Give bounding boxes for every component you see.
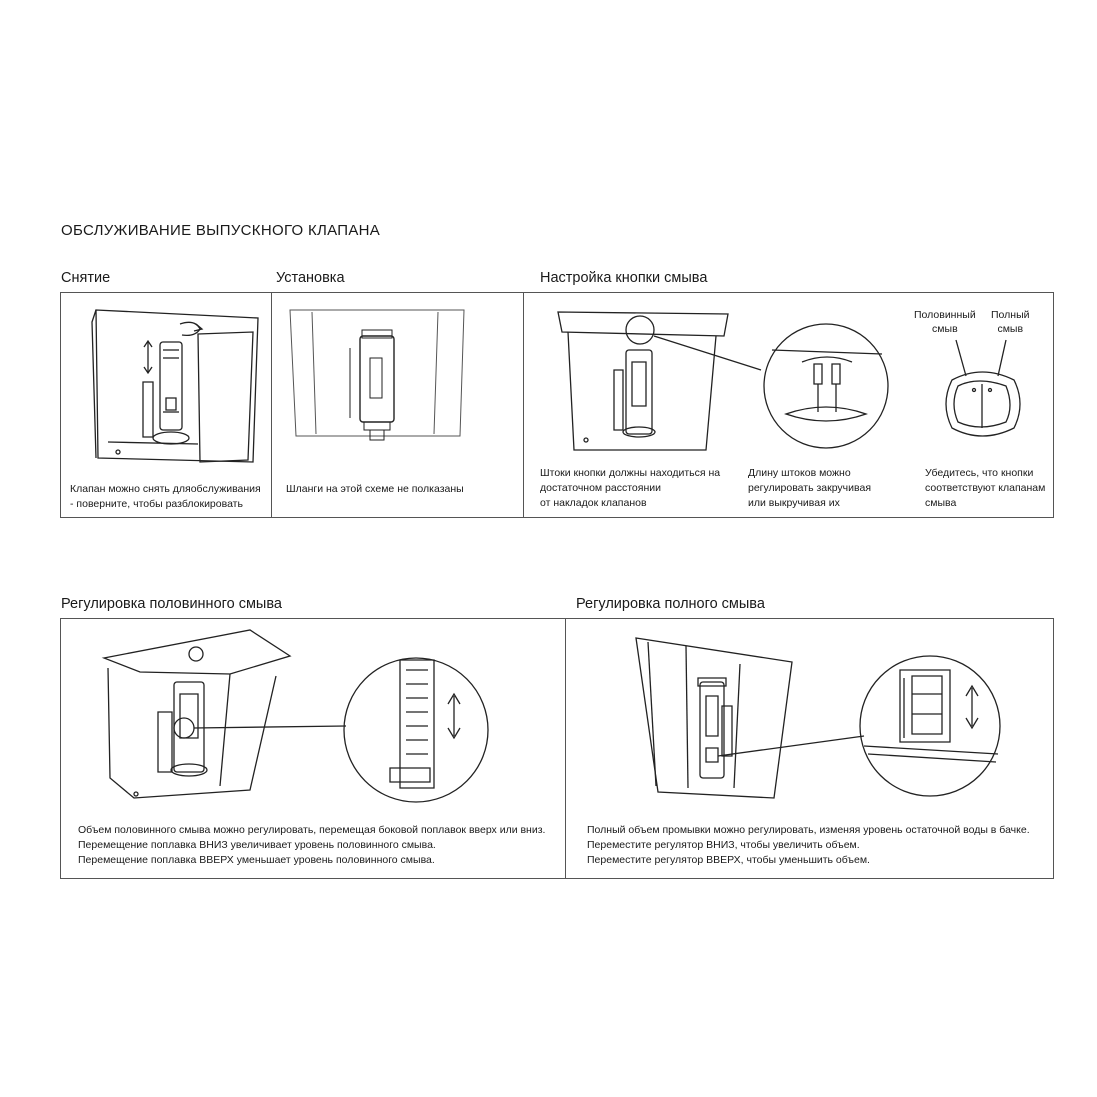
half-flush-title: Регулировка половинного смыва — [61, 596, 282, 612]
button-caption-3: Убедитесь, что кнопки соответствуют клапанам смыва — [925, 467, 1046, 509]
button-caption-1: Штоки кнопки должны находиться на достаточном расстоянии от накладок клапанов — [540, 467, 721, 509]
button-tank-illustration — [556, 310, 746, 460]
install-title: Установка — [276, 270, 345, 286]
top-divider-1 — [271, 292, 272, 518]
install-caption: Шланги на этой схеме не полказаны — [286, 483, 464, 495]
half-flush-caption: Объем половинного смыва можно регулировать, перемещая боковой поплавок вверх или вниз. Перемещение поплавка ВНИЗ увеличивает уровень половинного смыва. Перемещение поплавка ВВЕРХ уменьшает уровень половинного смыва. — [78, 824, 546, 866]
full-flush-label: Полный смыв — [991, 309, 1030, 335]
half-flush-label: Половинный смыв — [914, 309, 976, 335]
full-flush-title: Регулировка полного смыва — [576, 596, 765, 612]
top-divider-2 — [523, 292, 524, 518]
install-illustration — [288, 308, 468, 448]
half-flush-tank-illustration — [100, 628, 300, 803]
button-zoom-illustration — [762, 322, 890, 450]
button-caption-2: Длину штоков можно регулировать закручивая или выкручивая их — [748, 467, 872, 509]
button-adjust-title: Настройка кнопки смыва — [540, 270, 708, 286]
removal-title: Снятие — [61, 270, 111, 286]
half-flush-zoom-illustration — [342, 656, 492, 806]
full-flush-zoom-illustration — [858, 654, 1002, 798]
flush-buttons-illustration — [944, 336, 1026, 436]
full-flush-caption: Полный объем промывки можно регулировать, изменяя уровень остаточной воды в бачке. Переместите регулятор ВНИЗ, чтобы увеличить объем. Переместите регулятор ВВЕРХ, чтобы уменьшить объем. — [587, 824, 1030, 866]
bottom-divider — [565, 618, 566, 879]
full-flush-tank-illustration — [634, 636, 798, 804]
removal-illustration — [88, 302, 263, 472]
page-title: ОБСЛУЖИВАНИЕ ВЫПУСКНОГО КЛАПАНА — [61, 222, 381, 239]
removal-caption: Клапан можно снять дляобслуживания - поверните, чтобы разблокировать — [70, 483, 261, 510]
